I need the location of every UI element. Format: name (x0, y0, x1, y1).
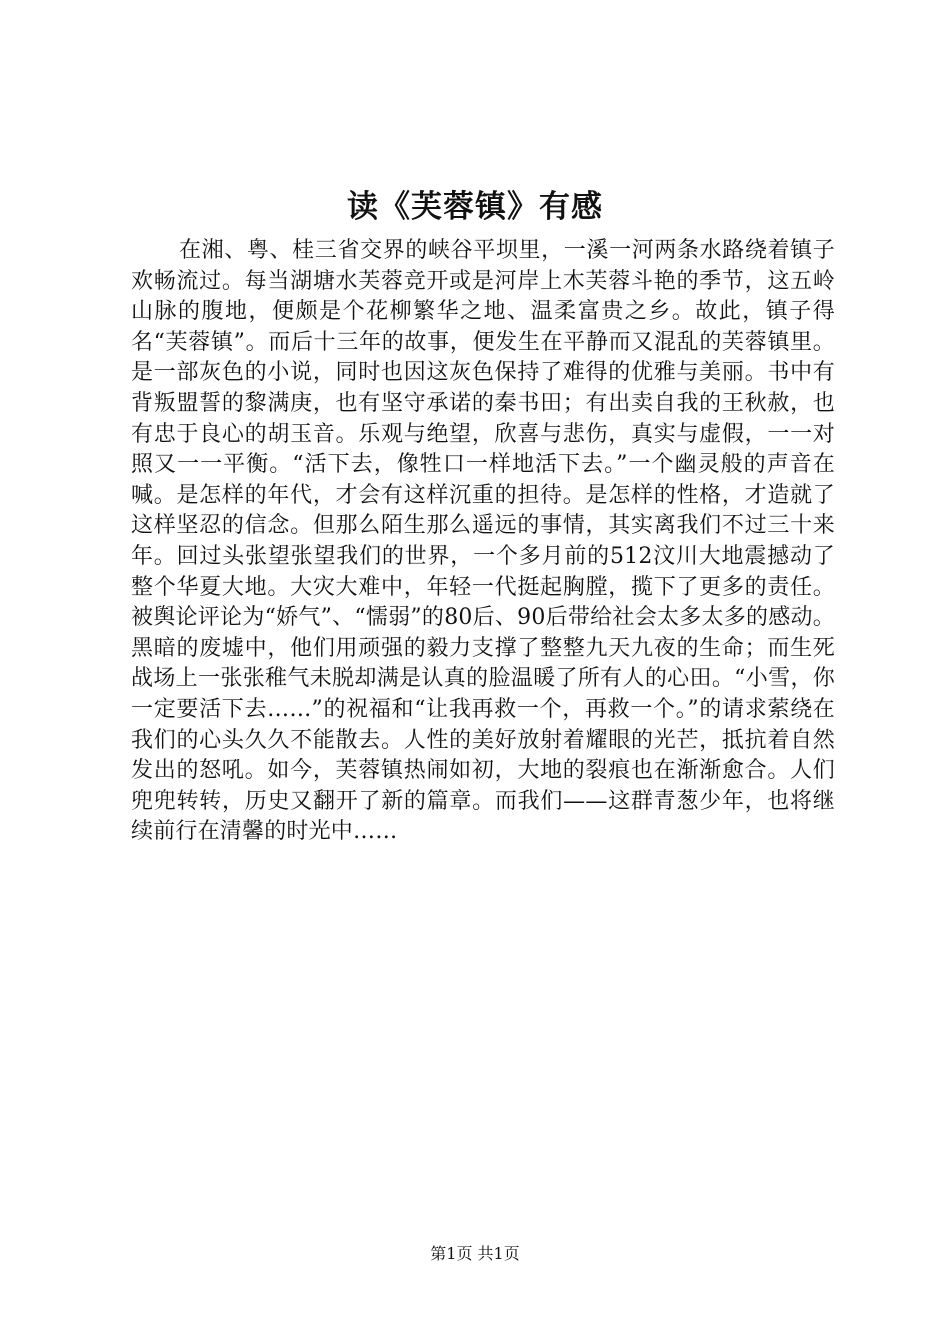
page-footer: 第1页 共1页 (430, 1244, 520, 1263)
document-body-paragraph: 在湘、粤、桂三省交界的峡谷平坝里，一溪一河两条水路绕着镇子欢畅流过。每当湖塘水芙蓉竞开或是河岸上木芙蓉斗艳的季节，这五岭山脉的腹地，便颇是个花柳繁华之地、温柔富贵之乡。故此，镇子得名“芙蓉镇”。而后十三年的故事，便发生在平静而又混乱的芙蓉镇里。是一部灰色的小说，同时也因这灰色保持了难得的优雅与美丽。书中有背叛盟誓的黎满庚，也有坚守承诺的秦书田；有出卖自我的王秋赦，也有忠于良心的胡玉音。乐观与绝望，欣喜与悲伤，真实与虚假，一一对照又一一平衡。“活下去，像牲口一样地活下去。”一个幽灵般的声音在喊。是怎样的年代，才会有这样沉重的担待。是怎样的性格，才造就了这样坚忍的信念。但那么陌生那么遥远的事情，其实离我们不过三十来年。回过头张望张望我们的世界，一个多月前的512汶川大地震撼动了整个华夏大地。大灾大难中，年轻一代挺起胸膛，揽下了更多的责任。被舆论评论为“娇气”、“懦弱”的80后、90后带给社会太多太多的感动。黑暗的废墟中，他们用顽强的毅力支撑了整整九天九夜的生命；而生死战场上一张张稚气未脱却满是认真的脸温暖了所有人的心田。“小雪，你一定要活下去……”的祝福和“让我再救一个，再救一个。”的请求萦绕在我们的心头久久不能散去。人性的美好放射着耀眼的光芒，抵抗着自然发出的怒吼。如今，芙蓉镇热闹如初，大地的裂痕也在渐渐愈合。人们兜兜转转，历史又翻开了新的篇章。而我们——这群青葱少年，也将继续前行在清馨的时光中…… (131, 238, 835, 845)
document-title: 读《芙蓉镇》有感 (347, 189, 603, 225)
